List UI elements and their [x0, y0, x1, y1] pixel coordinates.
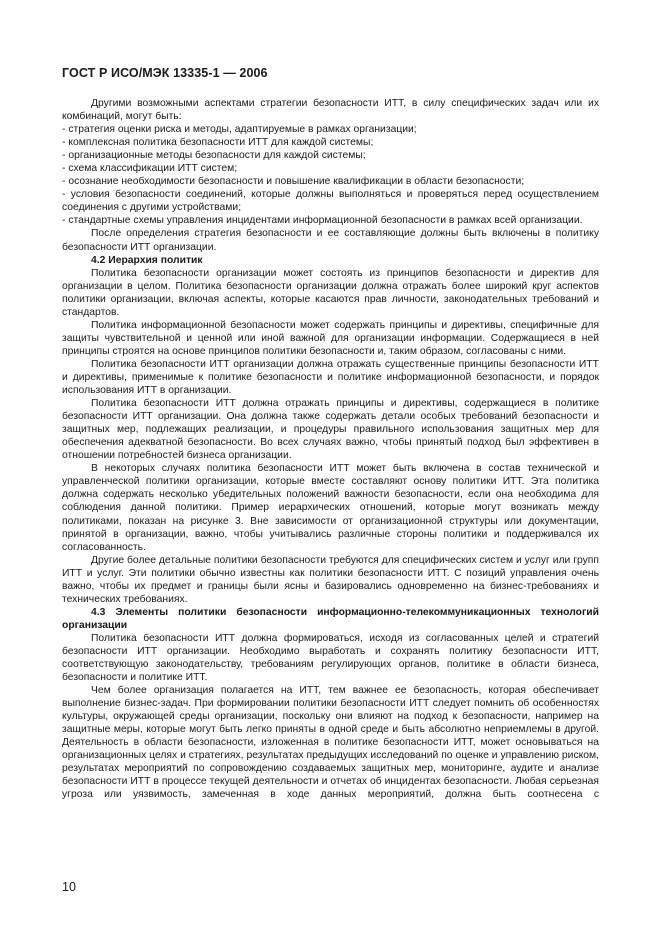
paragraph: Другие более детальные политики безопасности требуются для специфических систем и услуг или групп ИТТ и услуг. Эти политики обычно известны как политики безопасности ИТТ. С позиций управления очень важно, чтобы их предмет и границы были ясны и базировались одновременно на бизнес-требованиях и технических требованиях.: [62, 554, 599, 605]
intro-paragraph: Другими возможными аспектами стратегии безопасности ИТТ, в силу специфических задач или их комбинаций, могут быть:: [62, 98, 599, 123]
paragraph: Чем более организация полагается на ИТТ, тем важнее ее безопасность, которая обеспечивает выполнение бизнес-задач. При формировании политики безопасности ИТТ следует помнить об особенностях культуры, окружающей среды организации, поскольку они влияют на подход к безопасности, например на защитные меры, которые могут быть легко приняты в одной среде и быть абсолютно неприемлемы в другой. Деятельность в области безопасности, изложенная в политике безопасности ИТТ, может основываться на организационных целях и стратегиях, результатах предыдущих исследований по оценке и управлению риском, результатах мероприятий по сопровождению создаваемых защитных мер, мониторинге, аудите и анализе безопасности ИТТ в процессе текущей деятельности и отчетах об инцидентах безопасности. Любая серьезная угроза или уязвимость, замеченная в ходе данных мероприятий, должна быть соотнесена с: [62, 685, 599, 801]
section-heading: 4.2 Иерархия политик: [91, 254, 203, 266]
list-item: - стратегия оценки риска и методы, адаптируемые в рамках организации;: [62, 124, 417, 136]
paragraph: После определения стратегия безопасности и ее составляющие должны быть включены в политику безопасности ИТТ организации.: [62, 228, 599, 253]
paragraph: Политика безопасности ИТТ должна отражать принципы и директивы, содержащиеся в политике безопасности ИТТ организации. Она должна также содержать детали особых требований безопасности и защитных мер, подлежащих реализации, и процедуры правильного использования защитных мер для обеспечения адекватной безопасности. Во всех случаях важно, чтобы принятый подход был эффективен в отношении потребностей бизнеса организации.: [62, 398, 599, 462]
list-item: - стандартные схемы управления инцидентами информационной безопасности в рамках всей организации.: [62, 215, 583, 227]
section-heading: 4.3 Элементы политики безопасности информационно-телекоммуникационных технологий организации: [62, 606, 599, 631]
list-item: - комплексная политика безопасности ИТТ для каждой системы;: [62, 137, 374, 149]
page-header: ГОСТ Р ИСО/МЭК 13335-1 — 2006: [62, 66, 268, 80]
page-number: 10: [62, 880, 76, 894]
list-item: - осознание необходимости безопасности и повышение квалификации в области безопасности;: [62, 176, 525, 188]
paragraph: Политика безопасности ИТТ организации должна отражать существенные принципы безопасности ИТТ и директивы, применимые к политике безопасности и политике информационной безопасности, и порядок использования ИТТ в организации.: [62, 358, 599, 397]
paragraph: Политика безопасности ИТТ должна формироваться, исходя из согласованных целей и стратегий безопасности ИТТ организации. Необходимо выработать и сохранять политику безопасности ИТТ, соответствующую законодательству, требованиям регулирующих органов, политике в области бизнеса, безопасности и политике ИТТ.: [62, 632, 599, 684]
paragraph: Политика безопасности организации может состоять из принципов безопасности и директив для организации в целом. Политика безопасности организации должна отражать более широкий круг аспектов политики организации, включая аспекты, которые касаются прав личности, законодательных требований и стандартов.: [62, 267, 599, 318]
paragraph: Политика информационной безопасности может содержать принципы и директивы, специфичные для защиты чувствительной и ценной или иной важной для организации информации. Содержащиеся в ней принципы строятся на основе принципов политики безопасности и, таким образом, согласованы с ними.: [62, 319, 599, 357]
paragraph: В некоторых случаях политика безопасности ИТТ может быть включена в состав технической и управленческой политики организации, которые вместе составляют основу политики ИТТ. Эта политика должна содержать несколько убедительных положений важности безопасности, если она необходима для соблюдения данной политики. Пример иерархических отношений, которые могут возникать между политиками, показан на рисунке 3. Вне зависимости от организационной структуры или документации, принятой в организации, важно, чтобы учитывались различные стороны политики и поддерживался их согласованность.: [62, 463, 599, 553]
list-item: - организационные методы безопасности для каждой системы;: [62, 150, 366, 162]
list-item: - схема классификации ИТТ систем;: [62, 163, 238, 175]
document-body: [62, 97, 599, 802]
list-item: - условия безопасности соединений, которые должны выполняться и проверяться перед осуществлением соединения с другими устройствами;: [62, 189, 599, 214]
